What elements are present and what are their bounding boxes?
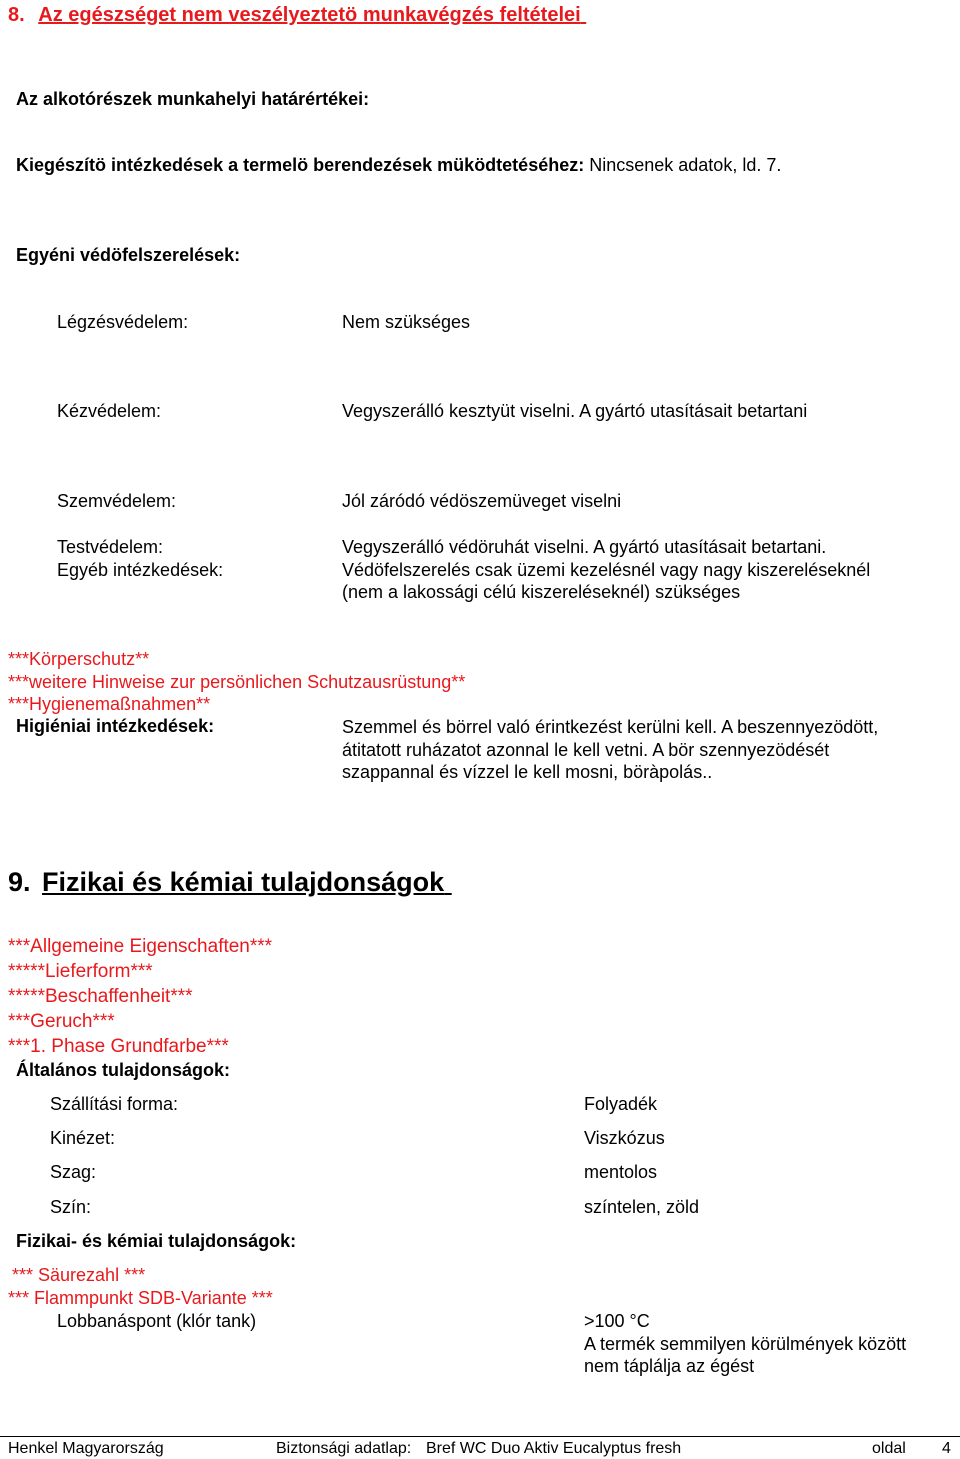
german-note: ***Allgemeine Eigenschaften*** [8, 936, 273, 957]
extra-measures-row [16, 155, 781, 176]
german-note: ***Geruch*** [8, 1011, 115, 1032]
hand-label: Kézvédelem: [57, 401, 162, 421]
general-label-appearance: Kinézet: [50, 1128, 116, 1148]
german-notes-9 [8, 934, 272, 1059]
limits-heading: Az alkotórészek munkahelyi határértékei: [16, 89, 370, 109]
extra-measures-label: Kiegészítö intézkedések a termelö berendezések müködtetéséhez: [16, 155, 585, 175]
german-note: ***Hygienemaßnahmen** [8, 694, 211, 714]
section-9-number: 9. [8, 867, 31, 897]
other-label: Egyéb intézkedések: [57, 559, 224, 580]
body-value-line: Védöfelszerelés csak üzemi kezelésnél vagy nagy kiszereléseknél [342, 559, 871, 580]
hand-value: Vegyszerálló kesztyüt viselni. A gyártó utasításait betartani [342, 401, 808, 421]
flash-value-line: >100 °C [584, 1311, 650, 1331]
extra-measures-value: Nincsenek adatok, ld. 7. [589, 155, 782, 175]
footer-company: Henkel Magyarország [8, 1440, 164, 1457]
german-note: *****Beschaffenheit*** [8, 986, 193, 1007]
flash-value-line: nem táplálja az égést [584, 1356, 755, 1376]
general-value-appearance: Viszkózus [584, 1128, 665, 1148]
hygiene-value-line: Szemmel és börrel való érintkezést kerülni kell. A beszennyezödött, [342, 717, 879, 737]
general-value-odor: mentolos [584, 1162, 658, 1182]
flash-value [584, 1310, 906, 1378]
german-note: ***weitere Hinweise zur persönlichen Schutzausrüstung** [8, 671, 466, 692]
german-note: *****Lieferform*** [8, 961, 153, 982]
eye-value: Jól záródó védöszemüveget viselni [342, 491, 622, 511]
general-value-transport: Folyadék [584, 1094, 658, 1114]
section-8-title: Az egészséget nem veszélyeztetö munkavégzés feltételei [38, 4, 581, 26]
hygiene-value-line: átitatott ruházatot azonnal le kell vetni. A bör szennyezödését [342, 739, 830, 760]
general-label-odor: Szag: [50, 1162, 97, 1182]
page-footer [0, 1436, 960, 1459]
flash-label: Lobbanáspont (klór tank) [57, 1311, 257, 1331]
german-note: ***1. Phase Grundfarbe*** [8, 1036, 229, 1057]
footer-page-label: oldal [872, 1440, 906, 1457]
hygiene-value-line: szappannal és vízzel le kell mosni, böràpolás.. [342, 762, 713, 782]
section-8-number: 8. [8, 4, 25, 26]
physchem-note: *** Säurezahl *** [12, 1265, 146, 1285]
body-label: Testvédelem: [57, 537, 164, 557]
ppe-heading: Egyéni védöfelszerelések: [16, 245, 241, 265]
section-8-heading [8, 4, 586, 27]
footer-page-number: 4 [942, 1440, 951, 1457]
section-9-heading [8, 867, 452, 898]
footer-product: Bref WC Duo Aktiv Eucalyptus fresh [426, 1440, 682, 1457]
general-label-color: Szín: [50, 1197, 92, 1217]
physchem-heading: Fizikai- és kémiai tulajdonságok: [16, 1231, 297, 1251]
respiratory-label: Légzésvédelem: [57, 312, 189, 332]
physchem-note: *** Flammpunkt SDB-Variante *** [8, 1288, 273, 1308]
general-heading: Általános tulajdonságok: [16, 1060, 231, 1080]
general-label-transport: Szállítási forma: [50, 1094, 179, 1114]
hygiene-label: Higiéniai intézkedések: [16, 716, 215, 736]
body-value-line: Vegyszerálló védöruhát viselni. A gyártó utasításait betartani. [342, 537, 827, 557]
footer-doc-label: Biztonsági adatlap: [276, 1440, 412, 1457]
respiratory-value: Nem szükséges [342, 312, 471, 332]
german-notes-8 [8, 648, 465, 716]
section-9-title: Fizikai és kémiai tulajdonságok [42, 867, 445, 897]
body-value [342, 536, 870, 604]
eye-label: Szemvédelem: [57, 491, 177, 511]
german-note: ***Körperschutz** [8, 649, 150, 669]
body-value-line: (nem a lakossági célú kiszereléseknél) szükséges [342, 582, 741, 602]
hygiene-value [342, 716, 878, 784]
flash-value-line: A termék semmilyen körülmények között [584, 1333, 907, 1354]
body-labels [57, 536, 223, 581]
general-value-color: színtelen, zöld [584, 1197, 700, 1217]
